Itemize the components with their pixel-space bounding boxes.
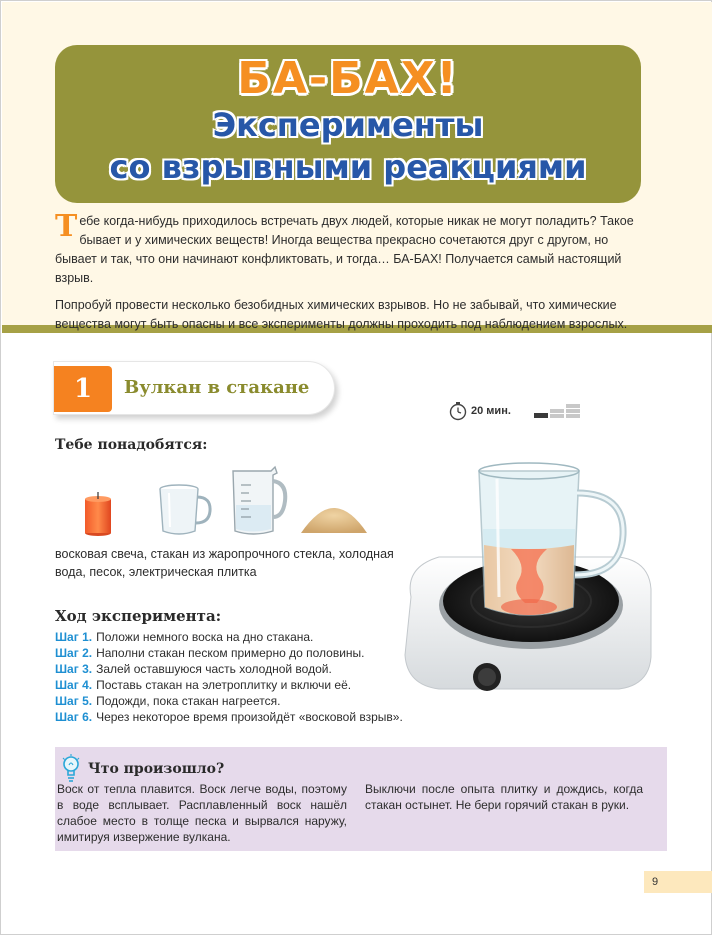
step-text: Подожди, пока стакан нагреется. [96, 694, 281, 708]
lightbulb-icon [61, 753, 81, 783]
result-safety-note: Выключи после опыта плитку и дождись, когда стакан остынет. Не бери горячий стакан в руки. [365, 782, 643, 812]
step-label: Шаг 1. [55, 630, 93, 644]
experiment-number: 1 [54, 366, 112, 412]
drop-cap: Т [55, 209, 78, 244]
glass-mug-image [157, 483, 213, 537]
step-label: Шаг 5. [55, 694, 93, 708]
experiment-header [53, 361, 335, 415]
stopwatch-icon [448, 401, 468, 421]
steps-heading: Ход эксперимента: [55, 607, 222, 625]
step-text: Положи немного воска на дно стакана. [96, 630, 314, 644]
step-text: Поставь стакан на элетроплитку и включи её. [96, 678, 352, 692]
difficulty-bar-1 [534, 413, 548, 418]
result-panel [55, 747, 667, 851]
title-banner [55, 45, 641, 203]
step-label: Шаг 2. [55, 646, 93, 660]
step-item [55, 661, 475, 677]
materials-heading: Тебе понадобятся: [55, 437, 208, 453]
sand-pile-image [299, 505, 369, 535]
duration-text: 20 мин. [471, 405, 511, 417]
step-item [55, 709, 475, 725]
page-subtitle-line-1: Эксперименты [212, 106, 484, 144]
step-label: Шаг 3. [55, 662, 93, 676]
measuring-jug-image [227, 465, 289, 537]
intro-text [55, 209, 643, 334]
difficulty-meter [534, 404, 582, 418]
page-subtitle-line-2: со взрывными реакциями [109, 148, 587, 186]
step-item [55, 645, 475, 661]
intro-paragraph-2: Попробуй провести несколько безобидных химических взрывов. Но не забывай, что химические вещества могут быть опасны и все эксперименты должны проходить под наблюдением взрослых. [55, 298, 628, 331]
materials-list: восковая свеча, стакан из жаропрочного стекла, холодная вода, песок, электрическая плитка [55, 547, 394, 579]
step-text: Залей оставшуюся часть холодной водой. [96, 662, 332, 676]
page-title: БА-БАХ! [237, 53, 459, 104]
step-text: Через некоторое время произойдёт «восковой взрыв». [96, 710, 403, 724]
duration [448, 400, 511, 422]
intro-paragraph-1-text: ебе когда-нибудь приходилось встречать двух людей, которые никак не могут поладить? Такое бывает и у химических веществ! Иногда вещества прекрасно сочетаются друг с другом, но бывает и так, что они начинают конфликтовать, и тогда… БА-БАХ! Получается самый настоящий взрыв. [55, 214, 634, 285]
intro-paragraph-1 [55, 209, 643, 288]
step-item [55, 677, 475, 693]
experiment-title: Вулкан в стакане [124, 377, 310, 398]
step-label: Шаг 6. [55, 710, 93, 724]
candle-image [81, 489, 115, 537]
step-label: Шаг 4. [55, 678, 93, 692]
step-item [55, 629, 475, 645]
page-number: 9 [644, 871, 712, 893]
result-explanation: Воск от тепла плавится. Воск легче воды, поэтому в воде всплывает. Расплавленный воск нашёл слабое место в толще песка и вырвался наружу, имитируя извержение вулкана. [57, 782, 347, 844]
step-text: Наполни стакан песком примерно до половины. [96, 646, 365, 660]
difficulty-bar-3 [566, 404, 580, 418]
step-item [55, 693, 475, 709]
materials-images [55, 461, 375, 537]
steps-list [55, 629, 475, 725]
result-heading: Что произошло? [88, 761, 225, 777]
